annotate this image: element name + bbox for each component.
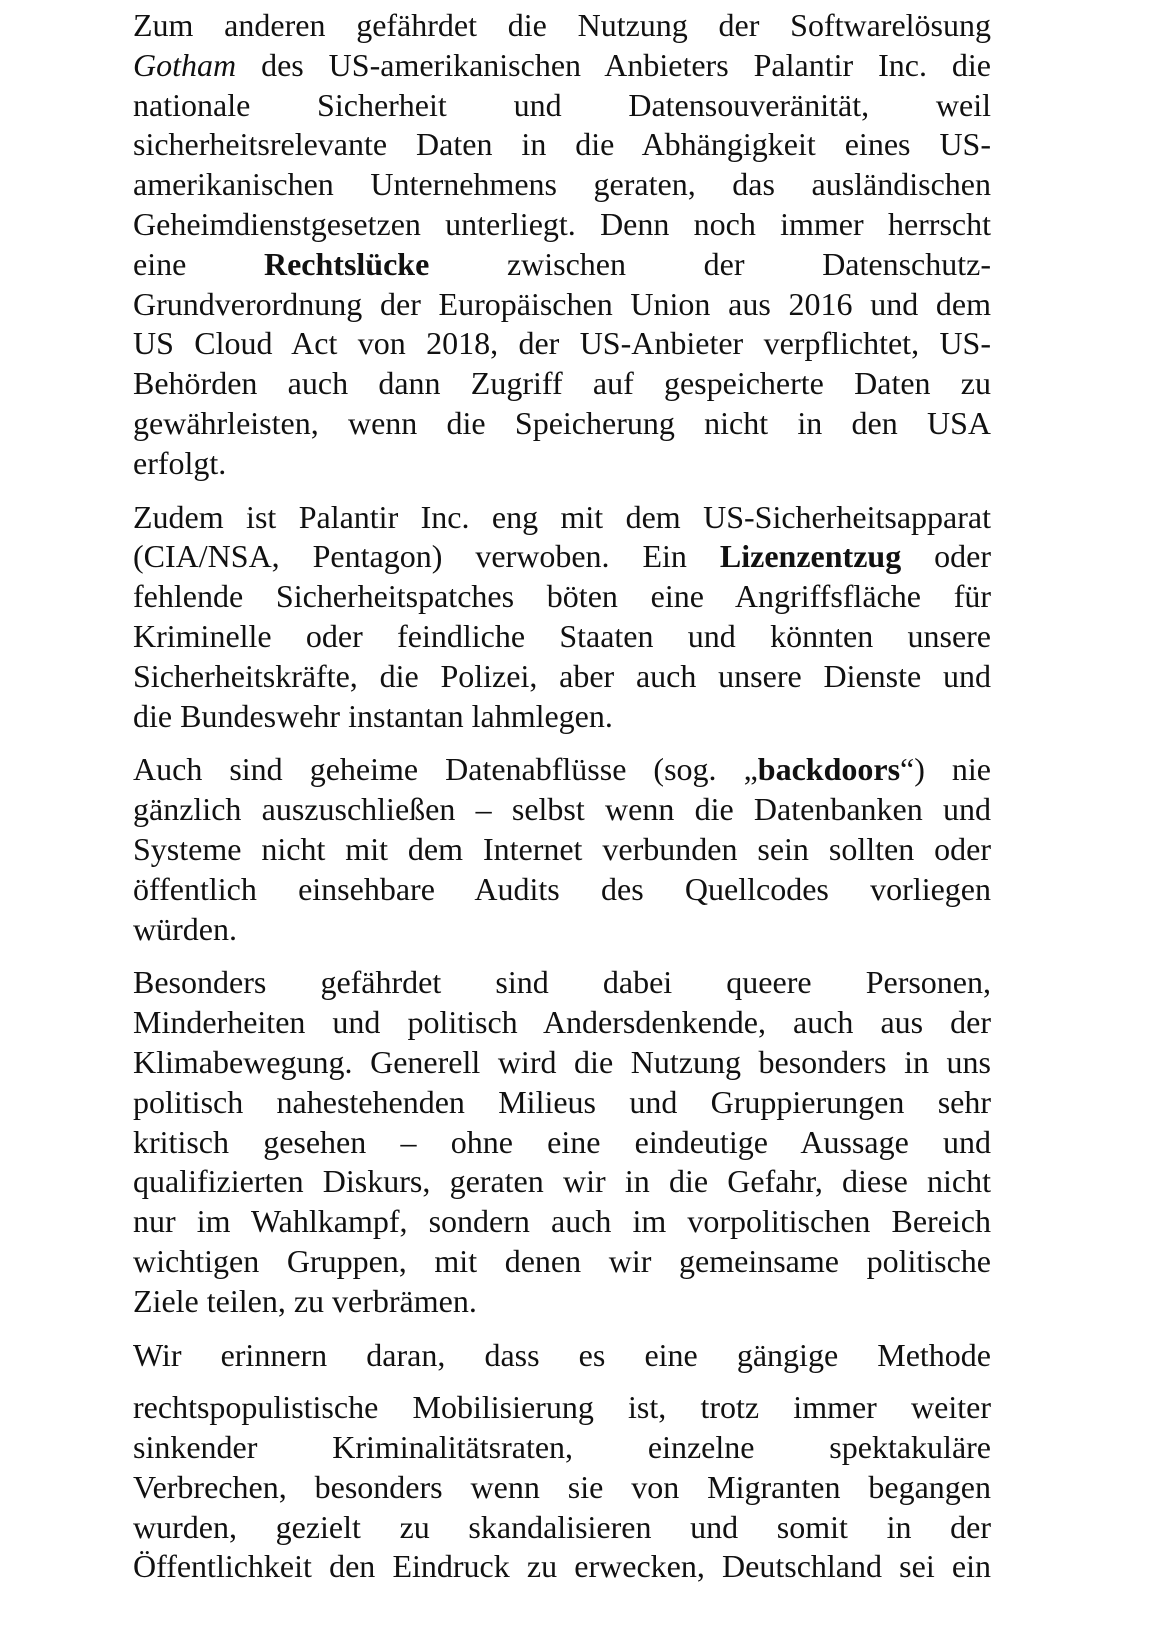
text-line — [133, 205, 991, 245]
bold-term: Rechtslücke — [263, 245, 430, 282]
text-line — [133, 1428, 991, 1468]
text-run: die Bundeswehr instantan lahmlegen. — [133, 697, 613, 734]
text-run: Sicherheitskräfte, die Polizei, aber auch unsere Dienste und — [133, 657, 991, 694]
text-run: Ziele teilen, zu verbrämen. — [133, 1282, 477, 1319]
text-run: Auch sind geheime Datenabflüsse (sog. „ — [133, 751, 758, 788]
text-run: amerikanischen Unternehmens geraten, das ausländischen — [133, 166, 991, 203]
text-run: Geheimdienstgesetzen unterliegt. Denn noch immer herrscht — [133, 205, 991, 242]
italic-term: Gotham — [133, 46, 237, 83]
text-line — [133, 125, 991, 165]
text-line — [133, 364, 991, 404]
paragraph — [133, 750, 991, 949]
text-run: Klimabewegung. Generell wird die Nutzung besonders in uns — [133, 1043, 991, 1080]
text-line — [133, 537, 991, 577]
text-line — [133, 1123, 991, 1163]
text-run: zwischen der Datenschutz- — [429, 245, 992, 282]
text-run: Zum anderen gefährdet die Nutzung der Softwarelösung — [133, 7, 991, 43]
text-line — [133, 910, 991, 950]
text-run: nur im Wahlkampf, sondern auch im vorpolitischen Bereich — [133, 1203, 991, 1240]
text-line — [133, 1282, 991, 1322]
text-run: Zudem ist Palantir Inc. eng mit dem US-Sicherheitsapparat — [133, 498, 991, 535]
text-line — [133, 577, 991, 617]
paragraph — [133, 6, 991, 484]
text-line — [133, 165, 991, 205]
text-line — [133, 1336, 991, 1376]
text-line — [133, 285, 991, 325]
text-run: Systeme nicht mit dem Internet verbunden sein sollten oder — [133, 830, 991, 867]
text-line — [133, 1162, 991, 1202]
text-run: kritisch gesehen – ohne eine eindeutige Aussage und — [133, 1123, 991, 1160]
text-run: “) nie — [900, 751, 992, 788]
text-run: sinkender Kriminalitätsraten, einzelne spektakuläre — [133, 1429, 991, 1466]
text-run: (CIA/NSA, Pentagon) verwoben. Ein — [133, 538, 720, 575]
text-run: Kriminelle oder feindliche Staaten und könnten unsere — [133, 617, 991, 654]
text-run: qualifizierten Diskurs, geraten wir in die Gefahr, diese nicht — [133, 1163, 991, 1200]
text-run: Grundverordnung der Europäischen Union aus 2016 und dem — [133, 285, 991, 322]
text-run: sicherheitsrelevante Daten in die Abhängigkeit eines US- — [133, 126, 991, 163]
text-line — [133, 1242, 991, 1282]
text-run: Besonders gefährdet sind dabei queere Personen, — [133, 964, 991, 1001]
text-line — [133, 1388, 991, 1428]
bold-term: Lizenzentzug — [719, 538, 902, 575]
text-run: US Cloud Act von 2018, der US-Anbieter verpflichtet, US- — [133, 325, 991, 362]
text-run: nationale Sicherheit und Datensouveränität, weil — [133, 86, 991, 123]
text-run: Minderheiten und politisch Andersdenkende, auch aus der — [133, 1004, 991, 1041]
text-line — [133, 444, 991, 484]
text-run: würden. — [133, 910, 237, 947]
text-run: gänzlich auszuschließen – selbst wenn die Datenbanken und — [133, 791, 991, 828]
text-run: oder — [901, 538, 992, 575]
text-line — [133, 1547, 991, 1587]
text-line — [133, 1083, 991, 1123]
text-line — [133, 963, 991, 1003]
paragraph — [133, 963, 991, 1321]
text-line — [133, 46, 991, 86]
text-run: des US-amerikanischen Anbieters Palantir Inc. die — [236, 46, 991, 83]
text-line — [133, 404, 991, 444]
document-page — [133, 6, 991, 1601]
text-run: wurden, gezielt zu skandalisieren und somit in der — [133, 1508, 991, 1545]
text-line — [133, 830, 991, 870]
text-line — [133, 1043, 991, 1083]
text-line — [133, 617, 991, 657]
text-run: Öffentlichkeit den Eindruck zu erwecken, Deutschland sei ein — [133, 1548, 991, 1585]
paragraph — [133, 1336, 991, 1588]
text-line — [133, 870, 991, 910]
text-line — [133, 1468, 991, 1508]
paragraph — [133, 498, 991, 737]
text-run: öffentlich einsehbare Audits des Quellcodes vorliegen — [133, 870, 991, 907]
text-line — [133, 1202, 991, 1242]
text-line — [133, 324, 991, 364]
text-line — [133, 498, 991, 538]
text-run: Behörden auch dann Zugriff auf gespeicherte Daten zu — [133, 365, 991, 402]
text-run: rechtspopulistische Mobilisierung ist, trotz immer weiter — [133, 1389, 991, 1426]
text-run: gewährleisten, wenn die Speicherung nicht in den USA — [133, 404, 991, 441]
text-line — [133, 86, 991, 126]
bold-term: backdoors — [757, 751, 901, 788]
text-line — [133, 790, 991, 830]
text-run: Wir erinnern daran, dass es eine gängige Methode — [133, 1336, 991, 1373]
text-run: politisch nahestehenden Milieus und Gruppierungen sehr — [133, 1083, 991, 1120]
text-line — [133, 245, 991, 285]
text-line — [133, 6, 991, 46]
text-run: erfolgt. — [133, 444, 227, 481]
text-line — [133, 1003, 991, 1043]
text-line — [133, 697, 991, 737]
text-line — [133, 1508, 991, 1548]
text-line — [133, 750, 991, 790]
text-line — [133, 657, 991, 697]
text-run: wichtigen Gruppen, mit denen wir gemeinsame politische — [133, 1242, 991, 1279]
text-run: fehlende Sicherheitspatches böten eine Angriffsfläche für — [133, 578, 991, 615]
text-run: eine — [133, 245, 264, 282]
text-run: Verbrechen, besonders wenn sie von Migranten begangen — [133, 1468, 991, 1505]
